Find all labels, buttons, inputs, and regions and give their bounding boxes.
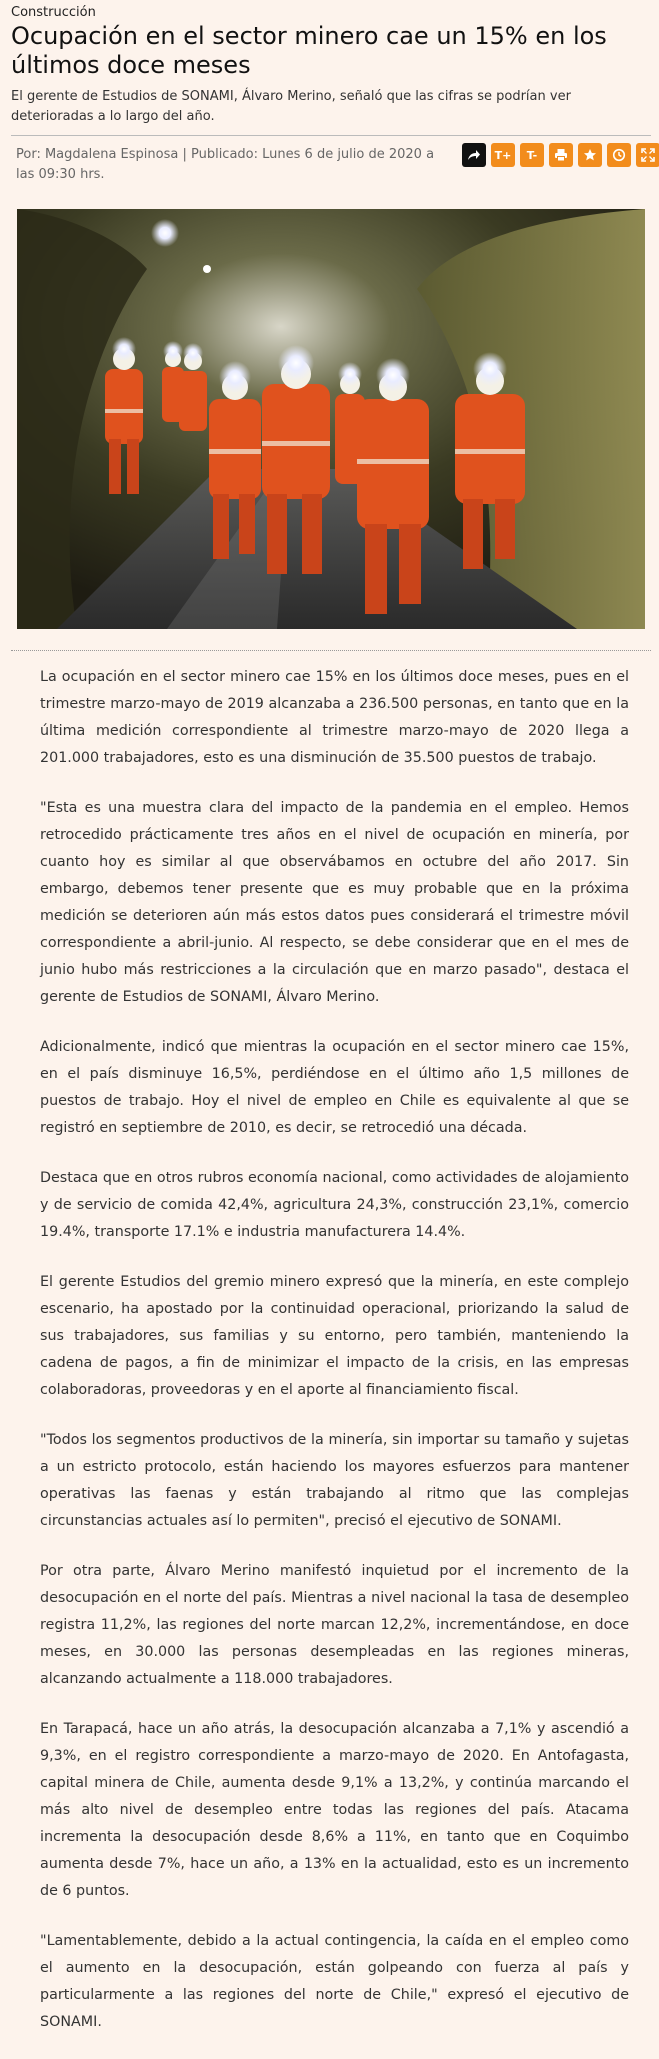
paragraph: El gerente Estudios del gremio minero expresó que la minería, en este complejo escenario, ha apostado por la continuidad operacional, priorizando la salud de sus trabajadores, sus familias y su entorno, pero también, manteniendo la cadena de pagos, a fin de minimizar el impacto de la crisis, en las empresas colaboradoras, proveedoras y en el aporte al financiamiento fiscal. bbox=[40, 1274, 629, 1398]
dotted-divider bbox=[11, 650, 651, 651]
share-button[interactable] bbox=[462, 143, 486, 167]
paragraph: Destaca que en otros rubros economía nacional, como actividades de alojamiento y de servicio de comida 42,4%, agricultura 24,3%, construcción 23,1%, comercio 19.4%, transporte 17.1% e industria manufacturera 14.4%. bbox=[40, 1170, 629, 1240]
clock-icon bbox=[612, 148, 626, 162]
article-title: Ocupación en el sector minero cae un 15% en los últimos doce meses bbox=[11, 22, 607, 79]
byline: Por: Magdalena Espinosa | Publicado: Lunes 6 de julio de 2020 a las 09:30 hrs. bbox=[16, 147, 435, 182]
paragraph: La ocupación en el sector minero cae 15% en los últimos doce meses, pues en el trimestre marzo-mayo de 2019 alcanzaba a 236.500 personas, en tanto que en la última medición correspondiente al trimestre marzo-mayo de 2020 llega a 201.000 trabajadores, esto es una disminución de 35.500 puestos de trabajo. bbox=[40, 669, 629, 766]
article-body bbox=[40, 664, 629, 2059]
history-button[interactable] bbox=[607, 143, 631, 167]
mine-tunnel-illustration bbox=[17, 209, 645, 629]
article-toolbar bbox=[462, 143, 659, 167]
font-decrease-button[interactable]: T- bbox=[520, 143, 544, 167]
article-subtitle: El gerente de Estudios de SONAMI, Álvaro Merino, señaló que las cifras se podrían ver deterioradas a lo largo del año. bbox=[11, 89, 571, 124]
print-button[interactable] bbox=[549, 143, 573, 167]
print-icon bbox=[554, 148, 568, 162]
hero-image-miners-tunnel bbox=[17, 209, 645, 629]
paragraph: "Todos los segmentos productivos de la minería, sin importar su tamaño y sujetas a un estricto protocolo, están haciendo los mayores esfuerzos para mantener operativas las faenas y están trabajando al ritmo que las complejas circunstancias actuales así lo permiten", precisó el ejecutivo de SONAMI. bbox=[40, 1432, 629, 1529]
favorite-button[interactable] bbox=[578, 143, 602, 167]
star-icon bbox=[583, 148, 597, 162]
font-increase-button[interactable]: T+ bbox=[491, 143, 515, 167]
paragraph: Por otra parte, Álvaro Merino manifestó inquietud por el incremento de la desocupación en el norte del país. Mientras a nivel nacional la tasa de desempleo registra 11,2%, las regiones del norte marcan 12,2%, incrementándose, en doce meses, en 30.000 las personas desempleadas en las regiones mineras, alcanzando actualmente a 118.000 trabajadores. bbox=[40, 1563, 629, 1687]
expand-icon bbox=[641, 148, 655, 162]
paragraph: Adicionalmente, indicó que mientras la ocupación en el sector minero cae 15%, en el país disminuye 16,5%, perdiéndose en el último año 1,5 millones de puestos de trabajo. Hoy el nivel de empleo en Chile es equivalente al que se registró en septiembre de 2010, es decir, se retrocedió una década. bbox=[40, 1039, 629, 1136]
fullscreen-button[interactable] bbox=[636, 143, 659, 167]
paragraph: En Tarapacá, hace un año atrás, la desocupación alcanzaba a 7,1% y ascendió a 9,3%, en el registro correspondiente a marzo-mayo de 2020. En Antofagasta, capital minera de Chile, aumenta desde 9,1% a 13,2%, y continúa marcando el más alto nivel de desempleo entre todas las regiones del país. Atacama incrementa la desocupación desde 8,6% a 11%, en tanto que en Coquimbo aumenta desde 7%, hace un año, a 13% en la actualidad, esto es un incremento de 6 puntos. bbox=[40, 1721, 629, 1899]
share-arrow-icon bbox=[467, 148, 481, 162]
paragraph: "Lamentablemente, debido a la actual contingencia, la caída en el empleo como el aumento en la desocupación, están golpeando con fuerza al país y particularmente a las regiones del norte de Chile," expresó el ejecutivo de SONAMI. bbox=[40, 1933, 629, 2030]
paragraph: "Esta es una muestra clara del impacto de la pandemia en el empleo. Hemos retrocedido prácticamente tres años en el nivel de ocupación en minería, por cuanto hoy es similar al que observábamos en octubre del año 2017. Sin embargo, debemos tener presente que es muy probable que en la próxima medición se deterioren aún más estos datos pues considerará el trimestre móvil correspondiente a abril-junio. Al respecto, se debe considerar que en el mes de junio hubo más restricciones a la circulación que en marzo pasado", destaca el gerente de Estudios de SONAMI, Álvaro Merino. bbox=[40, 800, 629, 1005]
section-label[interactable]: Construcción bbox=[11, 5, 96, 20]
divider bbox=[11, 135, 651, 136]
